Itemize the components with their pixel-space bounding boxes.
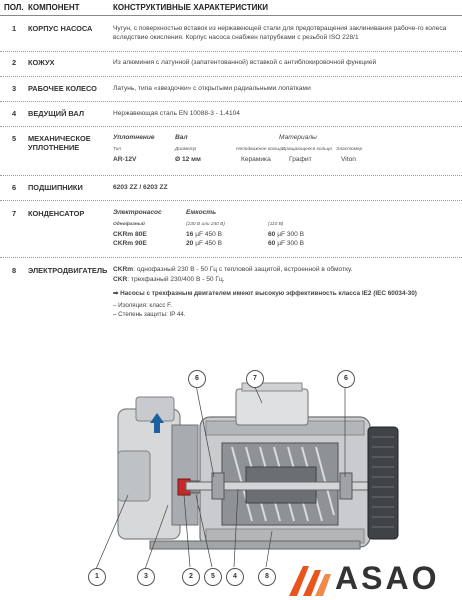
row-name: ВЕДУЩИЙ ВАЛ bbox=[28, 109, 85, 118]
divider bbox=[0, 200, 462, 201]
cap-r1-a: 16 µF 450 В bbox=[186, 231, 223, 238]
cap-r2-a: 20 µF 450 В bbox=[186, 240, 223, 247]
asao-logo bbox=[285, 556, 460, 600]
bearing-rear bbox=[340, 473, 352, 499]
row-name: КОРПУС НАСОСА bbox=[28, 24, 93, 33]
fan-cover bbox=[368, 427, 398, 539]
row-num: 5 bbox=[12, 134, 17, 143]
row-desc: Латунь, типа «звездочки» с открытыми радиальными лопатками bbox=[113, 85, 311, 92]
row-num: 3 bbox=[12, 84, 17, 93]
row-num: 2 bbox=[12, 58, 17, 67]
cap-col-pump: Электронасос bbox=[113, 209, 162, 216]
asao-logo-mark-icon bbox=[285, 556, 333, 600]
header-num: ПОЛ. bbox=[4, 3, 24, 12]
divider bbox=[0, 101, 462, 102]
cap-sub-230: (230 В или 240 В) bbox=[186, 222, 225, 227]
divider bbox=[0, 175, 462, 176]
asao-logo-text: ASAO bbox=[335, 560, 440, 596]
seal-val-diameter: Ø 12 мм bbox=[175, 156, 201, 163]
callout-8: 8 bbox=[258, 568, 276, 586]
callout-4: 4 bbox=[226, 568, 244, 586]
cap-sub-single-phase: Однофазный bbox=[113, 222, 145, 227]
motor-line-1: CKRm: однофазный 230 В - 50 Гц с тепловой защитой, встроенной в обмотку. bbox=[113, 266, 353, 273]
cap-sub-110: (110 В) bbox=[268, 222, 284, 227]
row-name: ЭЛЕКТРОДВИГАТЕЛЬ bbox=[28, 266, 108, 275]
table-header bbox=[0, 0, 462, 16]
cap-r1-b: 60 µF 300 В bbox=[268, 231, 305, 238]
row-num: 7 bbox=[12, 209, 17, 218]
callout-5: 5 bbox=[204, 568, 222, 586]
row-name: КОЖУХ bbox=[28, 58, 55, 67]
cap-col-capacity: Емкость bbox=[186, 209, 217, 216]
seal-col-materials: Материалы bbox=[279, 134, 317, 141]
seal-val-fixed-ring: Керамика bbox=[241, 156, 271, 163]
row-name: ПОДШИПНИКИ bbox=[28, 183, 83, 192]
callout-6-top-left: 6 bbox=[188, 370, 206, 388]
seal-col-shaft: Вал bbox=[175, 134, 188, 141]
divider bbox=[0, 257, 462, 258]
motor-line-4: – Изоляция: класс F. bbox=[113, 302, 172, 309]
seal-sub-fixed-ring: Неподвижное кольцо bbox=[236, 147, 284, 152]
motor-line-2: CKR: трехфазный 230/400 В - 50 Гц. bbox=[113, 276, 225, 283]
seal-sub-type: Тип bbox=[113, 147, 122, 152]
seal-sub-diameter: Диаметр bbox=[175, 147, 197, 152]
row-num: 6 bbox=[12, 183, 17, 192]
row-desc: Чугун, с поверхностью вставок из нержавеющей стали для предотвращения заклинивания рабоче-го колеса вследствие окисления. Корпус насоса снабжен патрубками с резьбой ISO 228/1 bbox=[113, 25, 447, 41]
row-num: 1 bbox=[12, 24, 17, 33]
callout-1: 1 bbox=[88, 568, 106, 586]
motor-line-5: – Степень защиты: IP 44. bbox=[113, 311, 186, 318]
pump-base bbox=[150, 541, 360, 549]
seal-val-type: AR-12V bbox=[113, 156, 137, 163]
cap-r2-model: CKRm 90E bbox=[113, 240, 147, 247]
cap-r1-model: CKRm 80E bbox=[113, 231, 147, 238]
seal-sub-elastomer: Эластомер bbox=[336, 147, 363, 152]
header-specs: КОНСТРУКТИВНЫЕ ХАРАКТЕРИСТИКИ bbox=[113, 3, 268, 12]
seal-sub-rotating-ring: Вращающееся кольцо bbox=[282, 147, 333, 152]
seal-col-seal: Уплотнение bbox=[113, 134, 155, 141]
suction-port bbox=[118, 451, 150, 501]
row-desc: Нержавеющая сталь EN 10088-3 - 1.4104 bbox=[113, 110, 240, 117]
header-component: КОМПОНЕНТ bbox=[28, 3, 80, 12]
callout-6-top-right: 6 bbox=[337, 370, 355, 388]
callout-7: 7 bbox=[246, 370, 264, 388]
divider bbox=[0, 51, 462, 52]
cap-r2-b: 60 µF 300 В bbox=[268, 240, 305, 247]
motor-line-3: ➡ Насосы с трехфазным двигателем имеют высокую эффективность класса IE2 (IEC 60034-30) bbox=[113, 290, 417, 297]
callout-3: 3 bbox=[137, 568, 155, 586]
row-num: 4 bbox=[12, 109, 17, 118]
seal-val-rotating-ring: Графит bbox=[289, 156, 312, 163]
callout-2: 2 bbox=[182, 568, 200, 586]
row-name: КОНДЕНСАТОР bbox=[28, 209, 85, 218]
row-desc: Из алюминия с латунной (запатентованной) вставкой с антиблокировочной функцией bbox=[113, 59, 377, 66]
divider bbox=[0, 76, 462, 77]
row-desc: 6203 ZZ / 6203 ZZ bbox=[113, 184, 168, 191]
row-num: 8 bbox=[12, 266, 17, 275]
row-name: МЕХАНИЧЕСКОЕ УПЛОТНЕНИЕ bbox=[28, 134, 91, 152]
terminal-box bbox=[236, 389, 308, 425]
divider bbox=[0, 126, 462, 127]
seal-val-elastomer: Viton bbox=[341, 156, 356, 163]
row-name: РАБОЧЕЕ КОЛЕСО bbox=[28, 84, 97, 93]
